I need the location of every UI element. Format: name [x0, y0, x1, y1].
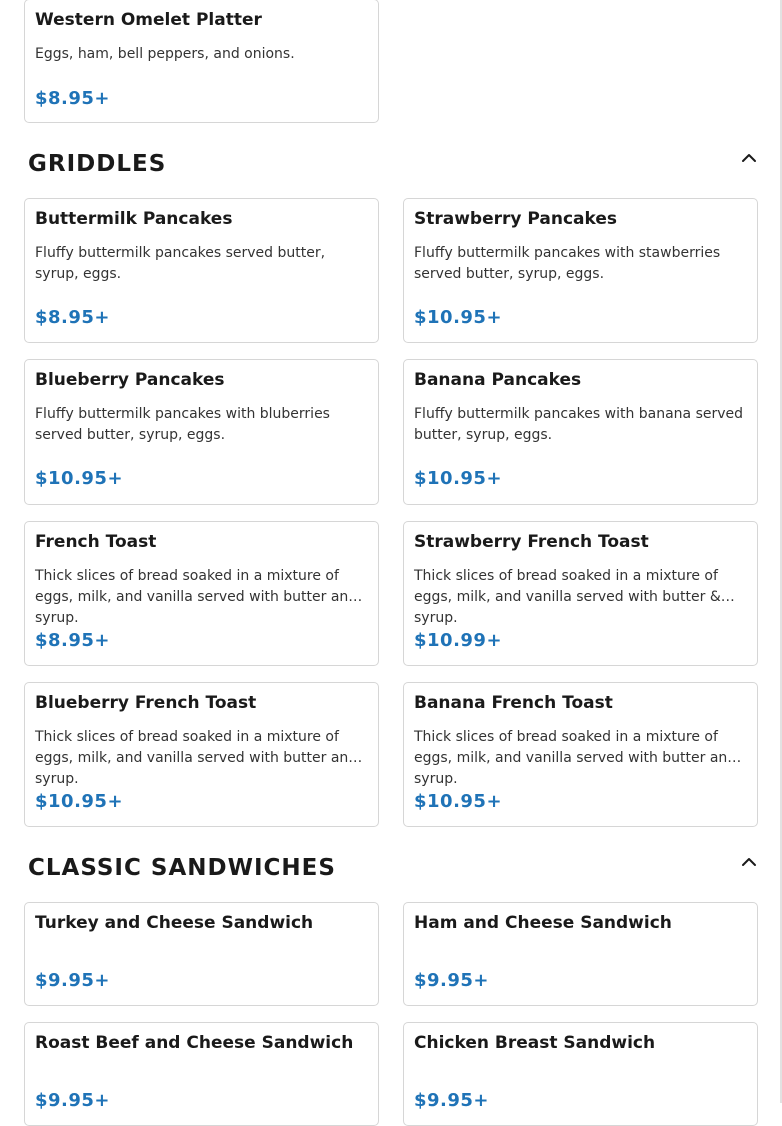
menu-item-card[interactable] — [24, 682, 379, 827]
menu-item-name: Ham and Cheese Sandwich — [414, 913, 672, 933]
menu-item-card[interactable] — [403, 1022, 758, 1126]
menu-item-name: Chicken Breast Sandwich — [414, 1033, 656, 1053]
menu-item-card[interactable] — [24, 198, 379, 343]
menu-item-price: $10.95+ — [414, 307, 503, 328]
menu-item-card[interactable] — [403, 682, 758, 827]
menu-item-name: Banana French Toast — [414, 693, 613, 713]
menu-item-card[interactable] — [24, 902, 379, 1006]
menu-item-description: Eggs, ham, bell peppers, and onions. — [35, 46, 295, 62]
menu-item-price: $8.95+ — [35, 88, 111, 109]
menu-item-name: Turkey and Cheese Sandwich — [35, 913, 314, 933]
menu-item-description: Thick slices of bread soaked in a mixture of eggs, milk, and vanilla served with butter and syrup. — [35, 729, 358, 787]
menu-item-description: Fluffy buttermilk pancakes with bluberries served butter, syrup, eggs. — [35, 406, 330, 443]
menu-item-description: Fluffy buttermilk pancakes with stawberries served butter, syrup, eggs. — [414, 245, 721, 282]
menu-item-price: $10.95+ — [35, 468, 124, 489]
menu-item-card[interactable] — [403, 902, 758, 1006]
menu-item-name: Banana Pancakes — [414, 370, 582, 390]
menu-item-name: Roast Beef and Cheese Sandwich — [35, 1033, 354, 1053]
menu-item-price: $10.95+ — [414, 791, 503, 812]
menu-item-price: $9.95+ — [414, 970, 490, 991]
menu-item-price: $10.95+ — [35, 791, 124, 812]
menu-item-card[interactable] — [403, 359, 758, 505]
menu-item-card[interactable] — [403, 521, 758, 666]
menu-item-name: Blueberry French Toast — [35, 693, 257, 713]
menu-item-description: Fluffy buttermilk pancakes with banana served butter, syrup, eggs. — [414, 406, 744, 443]
section-title-griddles: GRIDDLES — [28, 151, 167, 177]
menu-item-price: $9.95+ — [35, 1090, 111, 1111]
menu-item-card[interactable] — [24, 1022, 379, 1126]
menu-item-name: Buttermilk Pancakes — [35, 209, 233, 229]
menu-item-description: Thick slices of bread soaked in a mixture of eggs, milk, and vanilla served with butter & syrup. — [414, 568, 721, 626]
menu-item-price: $10.99+ — [414, 630, 503, 651]
menu-item-price: $10.95+ — [414, 468, 503, 489]
menu-item-card[interactable] — [24, 359, 379, 505]
section-title-classic-sandwiches: CLASSIC SANDWICHES — [28, 855, 336, 881]
menu-item-card[interactable] — [24, 0, 379, 123]
menu-item-price: $8.95+ — [35, 630, 111, 651]
menu-item-price: $9.95+ — [35, 970, 111, 991]
menu-item-description: Fluffy buttermilk pancakes served butter, syrup, eggs. — [35, 245, 326, 282]
chevron-up-icon[interactable] — [740, 150, 758, 164]
menu-item-name: Blueberry Pancakes — [35, 370, 225, 390]
menu-item-name: Strawberry French Toast — [414, 532, 649, 552]
menu-item-price: $8.95+ — [35, 307, 111, 328]
menu-item-name: French Toast — [35, 532, 157, 552]
menu-item-description: Thick slices of bread soaked in a mixture of eggs, milk, and vanilla served with butter and syrup. — [35, 568, 358, 626]
menu-item-name: Western Omelet Platter — [35, 10, 262, 30]
chevron-up-icon[interactable] — [740, 854, 758, 868]
menu-item-description: Thick slices of bread soaked in a mixture of eggs, milk, and vanilla served with butter and syrup. — [414, 729, 737, 787]
menu-item-card[interactable] — [403, 198, 758, 343]
menu-item-name: Strawberry Pancakes — [414, 209, 618, 229]
menu-item-price: $9.95+ — [414, 1090, 490, 1111]
menu-item-card[interactable] — [24, 521, 379, 666]
